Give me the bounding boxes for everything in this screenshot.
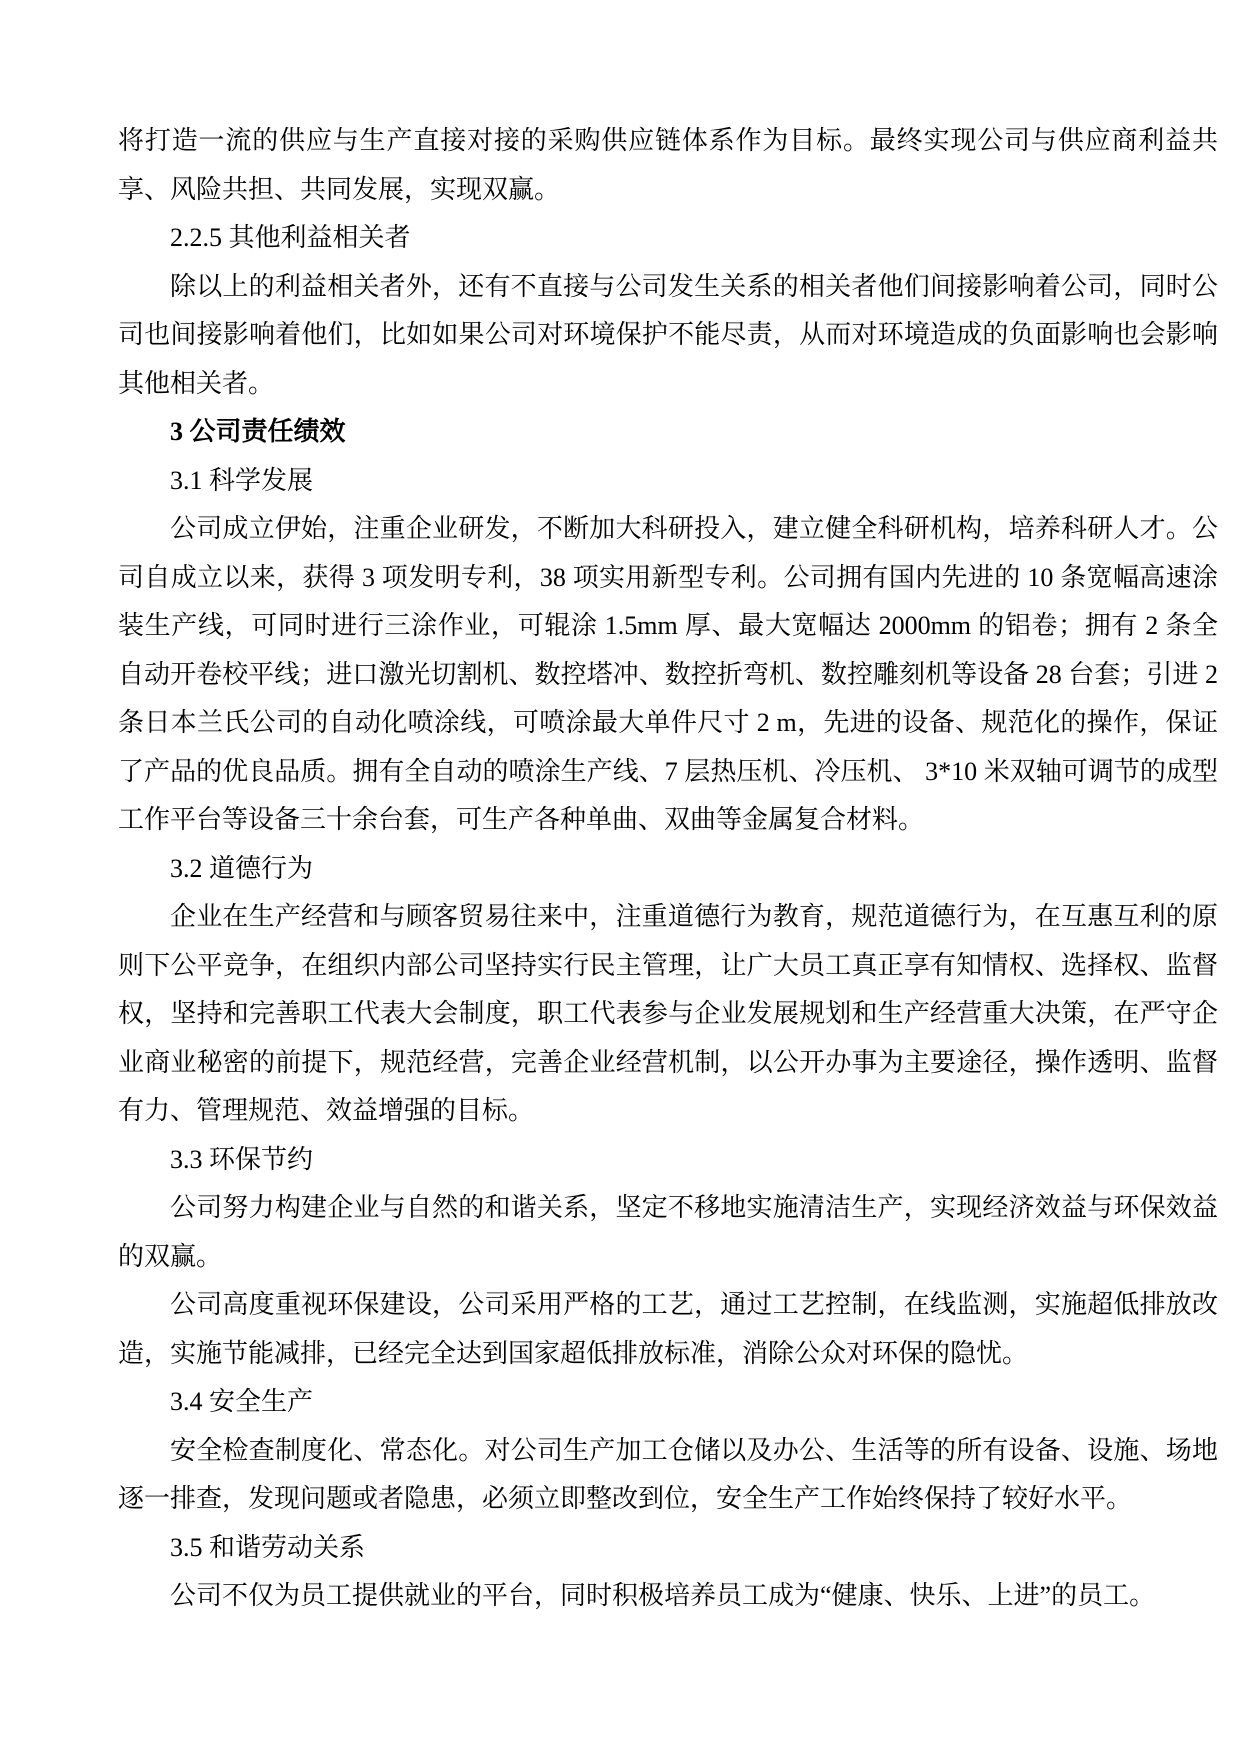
section-heading-3-5: 3.5 和谐劳动关系 — [170, 1532, 366, 1562]
section-heading-2-2-5: 2.2.5 其他利益相关者 — [170, 223, 411, 252]
paragraph-environment-1: 公司努力构建企业与自然的和谐关系，坚定不移地实施清洁生产，实现经济效益与环保效益的双赢。 — [118, 1193, 1218, 1271]
paragraph-continuation: 将打造一流的供应与生产直接对接的采购供应链体系作为目标。最终实现公司与供应商利益共享、风险共担、共同发展，实现双赢。 — [118, 126, 1218, 204]
section-heading-3-4: 3.4 安全生产 — [170, 1387, 314, 1416]
section-heading-3-3: 3.3 环保节约 — [170, 1144, 314, 1174]
paragraph-scientific-development: 公司成立伊始，注重企业研发，不断加大科研投入，建立健全科研机构，培养科研人才。公司自成立以来，获得 3 项发明专利，38 项实用新型专利。公司拥有国内先进的 10 条宽幅高速涂装生产线，可同时进行三涂作业，可辊涂 1.5mm 厚、最大宽幅达 2000mm 的铝卷；拥有 2 条全自动开卷校平线；进口激光切割机、数控塔冲、数控折弯机、数控雕刻机等设备 28 台套；引进 2 条日本兰氏公司的自动化喷涂线，可喷涂最大单件尺寸 2 m，先进的设备、规范化的操作，保证了产品的优良品质。拥有全自动的喷涂生产线、7 层热压机、冷压机、 3*10 米双轴可调节的成型工作平台等设备三十余台套，可生产各种单曲、双曲等金属复合材料。 — [118, 514, 1218, 834]
section-heading-3-1: 3.1 科学发展 — [170, 465, 314, 495]
paragraph-environment-2: 公司高度重视环保建设，公司采用严格的工艺，通过工艺控制，在线监测，实施超低排放改造，实施节能减排，已经完全达到国家超低排放标准，消除公众对环保的隐忧。 — [118, 1290, 1218, 1368]
paragraph-labor-relations: 公司不仅为员工提供就业的平台，同时积极培养员工成为“健康、快乐、上进”的员工。 — [170, 1581, 1156, 1610]
paragraph-ethical-behavior: 企业在生产经营和与顾客贸易往来中，注重道德行为教育，规范道德行为，在互惠互利的原则下公平竞争，在组织内部公司坚持实行民主管理，让广大员工真正享有知情权、选择权、监督权，坚持和完善职工代表大会制度，职工代表参与企业发展规划和生产经营重大决策，在严守企业商业秘密的前提下，规范经营，完善企业经营机制，以公开办事为主要途径，操作透明、监督有力、管理规范、效益增强的目标。 — [118, 902, 1218, 1125]
paragraph-other-stakeholders: 除以上的利益相关者外，还有不直接与公司发生关系的相关者他们间接影响着公司，同时公司也间接影响着他们，比如如果公司对环境保护不能尽责，从而对环境造成的负面影响也会影响其他相关者。 — [118, 271, 1218, 398]
section-heading-3-2: 3.2 道德行为 — [170, 853, 314, 883]
paragraph-safety-production: 安全检查制度化、常态化。对公司生产加工仓储以及办公、生活等的所有设备、设施、场地逐一排查，发现问题或者隐患，必须立即整改到位，安全生产工作始终保持了较好水平。 — [118, 1435, 1218, 1513]
chapter-heading-3: 3 公司责任绩效 — [170, 417, 346, 446]
